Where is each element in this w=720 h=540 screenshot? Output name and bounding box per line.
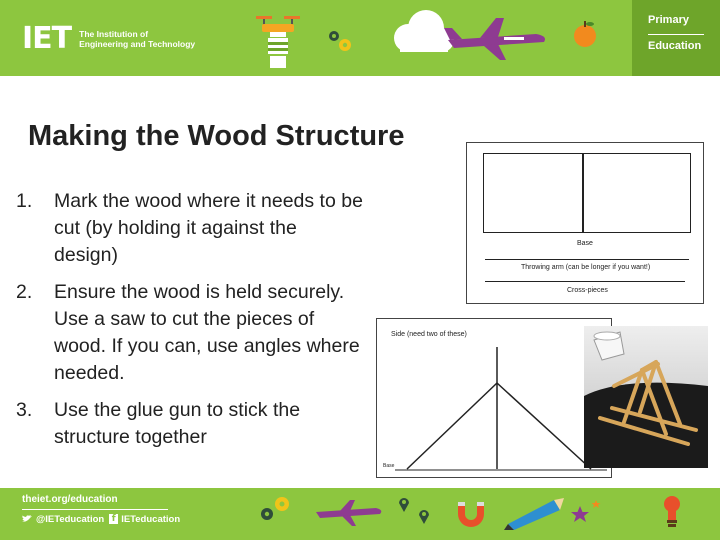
badge-top-label: Primary <box>648 14 689 26</box>
iet-logo-name <box>79 29 209 49</box>
facebook-handle[interactable]: IETeducation <box>121 513 181 525</box>
cross-piece-line <box>485 281 685 282</box>
label-cross-pieces: Cross-pieces <box>567 287 608 294</box>
star-icon <box>568 498 604 528</box>
footer-bar <box>0 488 720 540</box>
lightbulb-icon <box>662 494 682 530</box>
drone-icon <box>250 12 306 72</box>
twitter-handle[interactable]: @IETeducation <box>36 513 105 525</box>
header-bar <box>0 0 720 76</box>
twitter-icon <box>22 515 32 523</box>
arm-line <box>485 259 689 260</box>
step-item <box>16 279 366 387</box>
iet-logo-line2: Engineering and Technology <box>79 39 196 49</box>
social-links <box>22 512 180 526</box>
badge-divider <box>648 34 704 35</box>
base-outline <box>483 153 691 233</box>
primary-education-badge <box>632 0 720 76</box>
step-number: 2. <box>16 281 33 303</box>
design-drawing-base <box>466 142 704 304</box>
label-side-base: Base <box>383 463 395 469</box>
footer-divider <box>22 509 168 510</box>
step-item <box>16 188 366 269</box>
location-pin-icon <box>398 496 410 512</box>
step-number: 1. <box>16 190 33 212</box>
step-item <box>16 397 366 451</box>
facebook-icon: f <box>109 514 118 524</box>
location-pin-icon <box>418 508 430 524</box>
label-side: Side (need two of these) <box>391 331 467 338</box>
iet-logo[interactable] <box>22 21 209 56</box>
footer-gears-icon <box>258 494 294 524</box>
gears-icon <box>326 28 354 54</box>
design-drawing-side <box>376 318 612 478</box>
footer-airplane-icon <box>312 498 386 528</box>
badge-bottom-label: Education <box>648 40 702 52</box>
step-number: 3. <box>16 399 33 421</box>
catapult-photo <box>584 326 708 468</box>
step-text: Mark the wood where it needs to be cut (by holding it against the design) <box>54 190 363 266</box>
iet-logo-mark: IET <box>22 21 72 56</box>
steps-list <box>16 188 366 461</box>
step-text: Ensure the wood is held securely. Use a saw to cut the pieces of wood. If you can, use angles where needed. <box>54 281 360 384</box>
pencil-icon <box>504 496 566 530</box>
label-throwing-arm: Throwing arm (can be longer if you want!) <box>521 264 651 271</box>
side-frame-drawing <box>377 319 613 479</box>
label-base: Base <box>577 240 593 247</box>
step-text: Use the glue gun to stick the structure together <box>54 399 301 448</box>
base-divider <box>582 154 584 232</box>
iet-logo-line1: The Institution of <box>79 29 149 39</box>
footer-url-link[interactable]: theiet.org/education <box>22 494 118 505</box>
airplane-icon <box>440 14 550 64</box>
magnet-icon <box>454 498 488 528</box>
apple-icon <box>570 18 600 48</box>
slide-title: Making the Wood Structure <box>28 120 405 152</box>
